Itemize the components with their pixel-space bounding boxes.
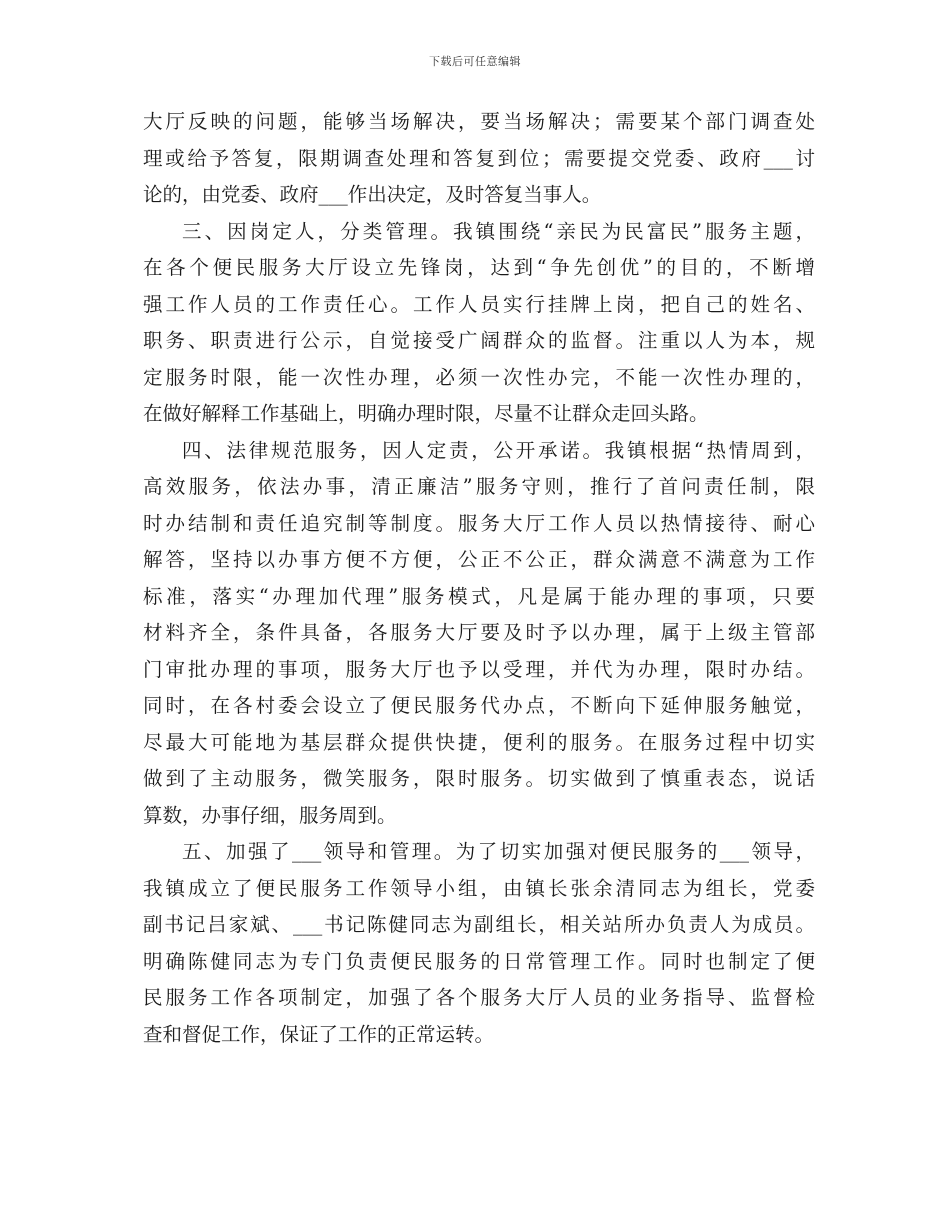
text-line: 职务、职责进行公示，自觉接受广阔群众的监督。注重以人为本，规 bbox=[143, 329, 815, 352]
document-body bbox=[143, 104, 815, 1053]
text-line: 同时，在各村委会设立了便民服务代办点，不断向下延伸服务触觉， bbox=[143, 694, 815, 717]
text-line: 标准，落实“办理加代理”服务模式，凡是属于能办理的事项，只要 bbox=[143, 584, 815, 608]
text-line: 四、法律规范服务，因人定责，公开承诺。我镇根据“热情周到， bbox=[182, 438, 815, 462]
text-line: 查和督促工作，保证了工作的正常运转。 bbox=[143, 1022, 495, 1046]
text-line: 我镇成立了便民服务工作领导小组，由镇长张余清同志为组长，党委 bbox=[143, 876, 815, 900]
text-line: 副书记吕家斌、___书记陈健同志为副组长，相关站所办负责人为成员。 bbox=[143, 913, 815, 936]
text-line: 理或给予答复，限期调查处理和答复到位；需要提交党委、政府___讨 bbox=[143, 146, 815, 170]
text-line: 五、加强了___领导和管理。为了切实加强对便民服务的___领导， bbox=[182, 840, 815, 863]
text-line: 门审批办理的事项，服务大厅也予以受理，并代为办理，限时办结。 bbox=[143, 657, 815, 681]
text-line: 算数，办事仔细，服务周到。 bbox=[143, 803, 397, 827]
text-line: 三、因岗定人，分类管理。我镇围绕“亲民为民富民”服务主题， bbox=[182, 219, 815, 243]
text-line: 论的，由党委、政府___作出决定，及时答复当事人。 bbox=[143, 183, 602, 206]
text-line: 在做好解释工作基础上，明确办理时限，尽量不让群众走回头路。 bbox=[143, 402, 709, 425]
text-line: 强工作人员的工作责任心。工作人员实行挂牌上岗，把自己的姓名、 bbox=[143, 292, 815, 316]
text-line: 高效服务，依法办事，清正廉洁”服务守则，推行了首问责任制，限 bbox=[143, 475, 815, 498]
text-line: 明确陈健同志为专门负责便民服务的日常管理工作。同时也制定了便 bbox=[143, 949, 815, 973]
text-line: 尽最大可能地为基层群众提供快捷，便利的服务。在服务过程中切实 bbox=[143, 730, 815, 754]
page-header: 下载后可任意编辑 bbox=[429, 55, 521, 68]
text-line: 定服务时限，能一次性办理，必须一次性办完，不能一次性办理的， bbox=[143, 365, 815, 389]
text-line: 大厅反映的问题，能够当场解决，要当场解决；需要某个部门调查处 bbox=[143, 110, 815, 133]
text-line: 解答，坚持以办事方便不方便，公正不公正，群众满意不满意为工作 bbox=[143, 548, 815, 571]
text-line: 材料齐全，条件具备，各服务大厅要及时予以办理，属于上级主管部 bbox=[143, 621, 815, 644]
text-line: 民服务工作各项制定，加强了各个服务大厅人员的业务指导、监督检 bbox=[143, 986, 815, 1009]
text-line: 时办结制和责任追究制等制度。服务大厅工作人员以热情接待、耐心 bbox=[143, 511, 815, 535]
text-line: 做到了主动服务，微笑服务，限时服务。切实做到了慎重表态，说话 bbox=[143, 767, 815, 790]
text-line: 在各个便民服务大厅设立先锋岗，达到“争先创优”的目的，不断增 bbox=[143, 256, 815, 279]
